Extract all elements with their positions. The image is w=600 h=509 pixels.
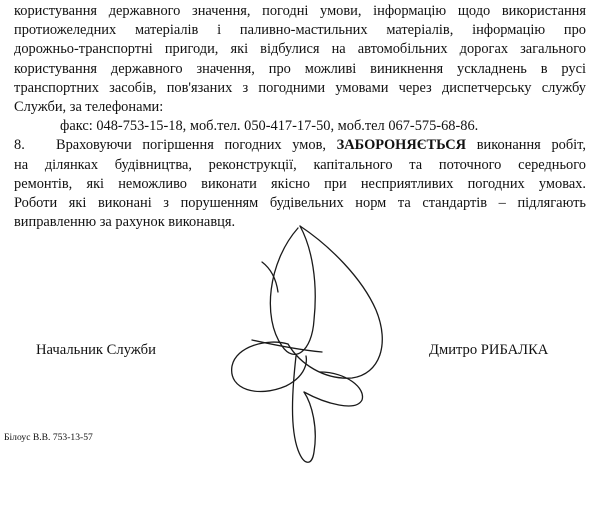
item-8-last-line: виправленню за рахунок виконавця. — [14, 214, 236, 231]
phones-line: факс: 048-753-15-18, моб.тел. 050-417-17-50, моб.тел 067-575-68-86. — [60, 118, 479, 135]
paragraph-line: протиожеледних матеріалів і паливно-мастильних матеріалів, інформацію про — [14, 22, 586, 39]
item-8-text-before: Враховуючи погіршення погодних умов, — [56, 137, 337, 154]
paragraph-line: користування державного значення, погодні умови, інформацію щодо використання — [14, 3, 586, 19]
item-8-line: на ділянках будівництва, реконструкції, капітального та поточного середнього — [14, 156, 586, 173]
paragraph-line: транспортних засобів, пов'язаних з погодними умовами через диспетчерську службу — [14, 79, 586, 96]
item-8-bold-word: ЗАБОРОНЯЄТЬСЯ — [336, 137, 467, 154]
item-number: 8. — [14, 137, 25, 154]
paragraph-line: користування державного значення, про можливі виникнення ускладнень в русі — [14, 60, 586, 77]
paragraph-line: Служби, за телефонами: — [14, 99, 164, 116]
item-8-text-after: виконання робіт, — [466, 137, 586, 154]
executor-note: Білоус В.В. 753-13-57 — [4, 432, 93, 443]
document-body — [14, 2, 586, 232]
item-8-line: ремонтів, які неможливо виконати якісно при несприятливих погодних умовах. — [14, 175, 586, 192]
signatory-name: Дмитро РИБАЛКА — [429, 342, 549, 358]
paragraph-line: дорожньо-транспортні пригоди, які відбулися на автомобільних дорогах загального — [14, 41, 586, 58]
item-8-line: Роботи які виконані з порушенням будівельних норм та стандартів – підлягають — [14, 195, 586, 212]
signatory-title: Начальник Служби — [36, 342, 156, 358]
item-8-first-line — [14, 136, 586, 155]
